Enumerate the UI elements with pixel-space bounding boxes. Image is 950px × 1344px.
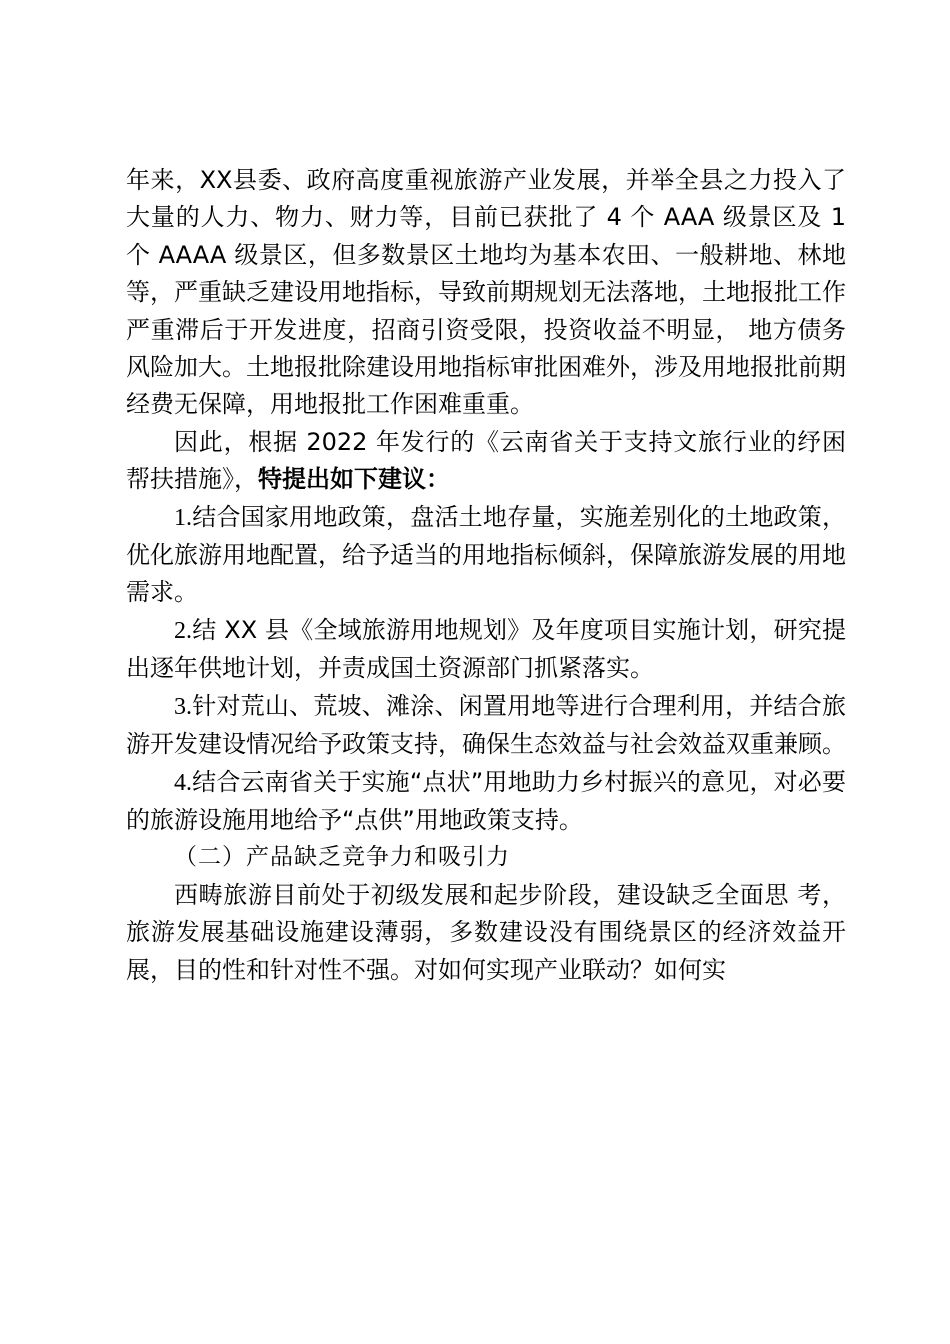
paragraph-land-issues: 年来，XX县委、政府高度重视旅游产业发展，并举全县之力投入了大量的人力、物力、财力等，目前已获批了 4 个 AAA 级景区及 1 个 AAAA 级景区，但多数景区土地均为基本农田、一般耕地、林地等，严重缺乏建设用地指标，导致前期规划无法落地，土地报批工作严重滞后于开发进度，招商引资受限，投资收益不明显， 地方债务风险加大。土地报批除建设用地指标审批困难外，涉及用地报批前期经费无保障，用地报批工作困难重重。 [126, 166, 846, 419]
list-item [126, 499, 846, 612]
document-page [126, 162, 846, 989]
list-item-number: 2. [174, 617, 192, 644]
list-item-text: 结 XX 县《全域旅游用地规划》及年度项目实施计划，研究提出逐年供地计划，并责成国土资源部门抓紧落实。 [126, 615, 846, 683]
list-item-text: 结合云南省关于实施“点状”用地助力乡村振兴的意见，对必要的旅游设施用地给予“点供”用地政策支持。 [126, 767, 846, 834]
list-item-number: 4. [174, 769, 192, 796]
list-item [126, 612, 846, 688]
list-item [126, 764, 846, 840]
list-item-number: 1. [174, 504, 192, 531]
paragraph-suggestions-intro [126, 424, 846, 499]
suggestions-intro-text: 因此，根据 2022 年发行的《云南省关于支持文旅行业的纾困帮扶措施》， [126, 427, 846, 494]
paragraph-product-issues: 西畴旅游目前处于初级发展和起步阶段，建设缺乏全面思 考，旅游发展基础设施建设薄弱，多数建设没有围绕景区的经济效益开展，目的性和针对性不强。对如何实现产业联动？如何实 [126, 880, 846, 984]
list-item-number: 3. [174, 693, 192, 720]
suggestions-intro-bold: 特提出如下建议： [258, 465, 450, 494]
section-heading: （二）产品缺乏竞争力和吸引力 [174, 844, 510, 871]
list-item [126, 688, 846, 764]
list-item-text: 针对荒山、荒坡、滩涂、闲置用地等进行合理利用，并结合旅游开发建设情况给予政策支持，确保生态效益与社会效益双重兼顾。 [126, 691, 846, 759]
list-item-text: 结合国家用地政策，盘活土地存量，实施差别化的土地政策，优化旅游用地配置，给予适当的用地指标倾斜，保障旅游发展的用地需求。 [126, 502, 846, 607]
